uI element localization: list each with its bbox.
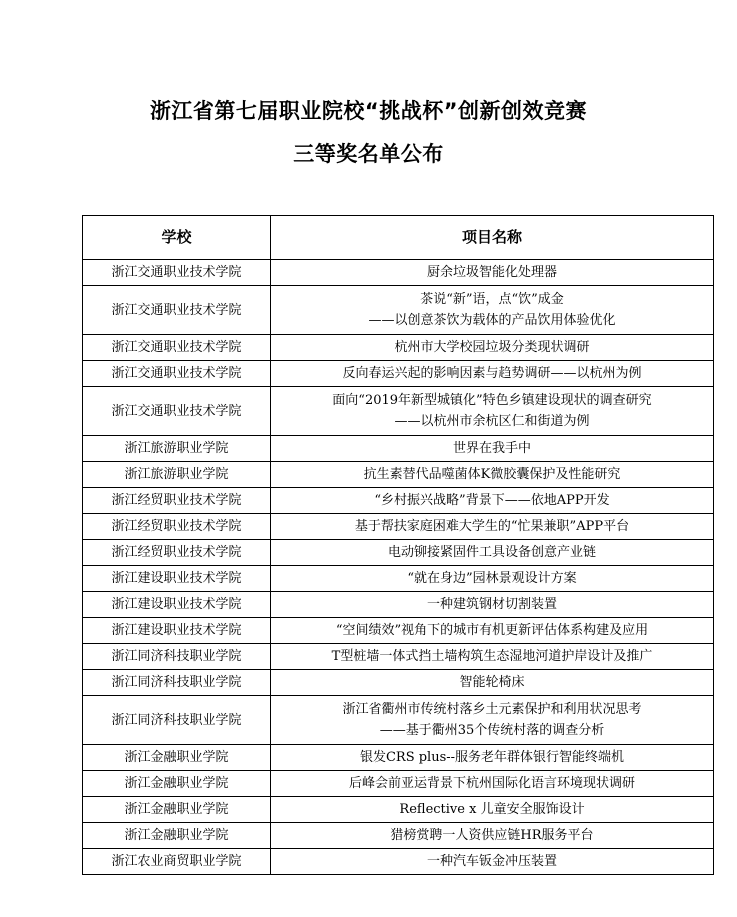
table-row [83, 462, 714, 488]
school-cell: 浙江旅游职业学院 [83, 462, 271, 488]
school-cell: 浙江交通职业技术学院 [83, 286, 271, 335]
school-cell: 浙江农业商贸职业学院 [83, 849, 271, 875]
project-cell [271, 745, 714, 771]
project-line: ——以创意茶饮为载体的产品饮用体验优化 [368, 313, 616, 328]
project-line: 一种建筑钢材切割装置 [426, 597, 557, 612]
table-row [83, 540, 714, 566]
school-cell: 浙江建设职业技术学院 [83, 592, 271, 618]
project-line: ——基于衢州35个传统村落的调查分析 [379, 723, 605, 738]
school-cell: 浙江同济科技职业学院 [83, 644, 271, 670]
school-cell: 浙江金融职业学院 [83, 823, 271, 849]
school-cell: 浙江经贸职业技术学院 [83, 514, 271, 540]
project-cell [271, 514, 714, 540]
table-row [83, 436, 714, 462]
table-row [83, 771, 714, 797]
school-cell: 浙江经贸职业技术学院 [83, 488, 271, 514]
project-line: 基于帮扶家庭困难大学生的“忙果兼职”APP平台 [354, 519, 630, 534]
school-cell: 浙江同济科技职业学院 [83, 670, 271, 696]
project-cell [271, 566, 714, 592]
document-subtitle: 三等奖名单公布 [293, 142, 444, 166]
table-row [83, 335, 714, 361]
project-cell [271, 618, 714, 644]
project-cell [271, 462, 714, 488]
table-row [83, 849, 714, 875]
table-row [83, 797, 714, 823]
project-line: 银发CRS plus--服务老年群体银行智能终端机 [359, 750, 625, 765]
project-line: 浙江省衢州市传统村落乡土元素保护和利用状况思考 [342, 702, 642, 717]
table-row [83, 514, 714, 540]
project-cell [271, 849, 714, 875]
table-body [83, 260, 714, 875]
project-line: “就在身边”园林景观设计方案 [407, 571, 577, 586]
project-line: ——以杭州市余杭区仁和街道为例 [394, 414, 590, 429]
school-cell: 浙江经贸职业技术学院 [83, 540, 271, 566]
table-row [83, 696, 714, 745]
table-row [83, 618, 714, 644]
project-line: 智能轮椅床 [459, 675, 525, 690]
project-cell [271, 286, 714, 335]
project-line: 杭州市大学校园垃圾分类现状调研 [394, 340, 590, 355]
project-cell [271, 771, 714, 797]
school-cell: 浙江建设职业技术学院 [83, 566, 271, 592]
project-line: 抗生素替代品噬菌体K微胶囊保护及性能研究 [363, 467, 621, 482]
school-cell: 浙江金融职业学院 [83, 771, 271, 797]
project-line: 反向春运兴起的影响因素与趋势调研——以杭州为例 [342, 366, 642, 381]
project-cell [271, 644, 714, 670]
table-row [83, 745, 714, 771]
table-row [83, 260, 714, 286]
table-header-row [83, 216, 714, 260]
project-line: 茶说“新”语，点“饮”成金 [420, 292, 564, 307]
header-school: 学校 [83, 216, 271, 260]
project-cell [271, 361, 714, 387]
document-title: 浙江省第七届职业院校“挑战杯”创新创效竞赛 [149, 99, 588, 123]
project-cell [271, 670, 714, 696]
table-row [83, 488, 714, 514]
table-row [83, 361, 714, 387]
award-table [82, 215, 714, 875]
table-row [83, 670, 714, 696]
school-cell: 浙江旅游职业学院 [83, 436, 271, 462]
project-cell [271, 335, 714, 361]
header-project-name: 项目名称 [271, 216, 714, 260]
project-cell [271, 488, 714, 514]
project-cell [271, 436, 714, 462]
project-cell [271, 797, 714, 823]
school-cell: 浙江交通职业技术学院 [83, 361, 271, 387]
school-cell: 浙江同济科技职业学院 [83, 696, 271, 745]
table-row [83, 592, 714, 618]
project-line: 猎榜赏聘一人资供应链HR服务平台 [390, 828, 594, 843]
school-cell: 浙江交通职业技术学院 [83, 260, 271, 286]
project-cell [271, 823, 714, 849]
project-line: “乡村振兴战略”背景下——依地APP开发 [374, 493, 610, 508]
project-line: T型桩墙一体式挡土墙构筑生态湿地河道护岸设计及推广 [331, 649, 653, 664]
project-line: 电动铆接紧固件工具设备创意产业链 [387, 545, 596, 560]
project-cell [271, 387, 714, 436]
school-cell: 浙江交通职业技术学院 [83, 387, 271, 436]
project-cell [271, 540, 714, 566]
project-line: 一种汽车钣金冲压装置 [426, 854, 557, 869]
project-line: 面向“2019年新型城镇化”特色乡镇建设现状的调查研究 [332, 393, 652, 408]
school-cell: 浙江交通职业技术学院 [83, 335, 271, 361]
table-row [83, 644, 714, 670]
project-line: 世界在我手中 [452, 441, 531, 456]
table-row [83, 566, 714, 592]
project-line: “空间绩效”视角下的城市有机更新评估体系构建及应用 [335, 623, 649, 638]
project-line: Reflective x 儿童安全服饰设计 [399, 802, 585, 817]
table-row [83, 286, 714, 335]
project-cell [271, 260, 714, 286]
project-cell [271, 592, 714, 618]
table-row [83, 823, 714, 849]
project-cell [271, 696, 714, 745]
school-cell: 浙江金融职业学院 [83, 745, 271, 771]
project-line: 后峰会前亚运背景下杭州国际化语言环境现状调研 [348, 776, 635, 791]
school-cell: 浙江建设职业技术学院 [83, 618, 271, 644]
table-row [83, 387, 714, 436]
school-cell: 浙江金融职业学院 [83, 797, 271, 823]
project-line: 厨余垃圾智能化处理器 [426, 265, 557, 280]
